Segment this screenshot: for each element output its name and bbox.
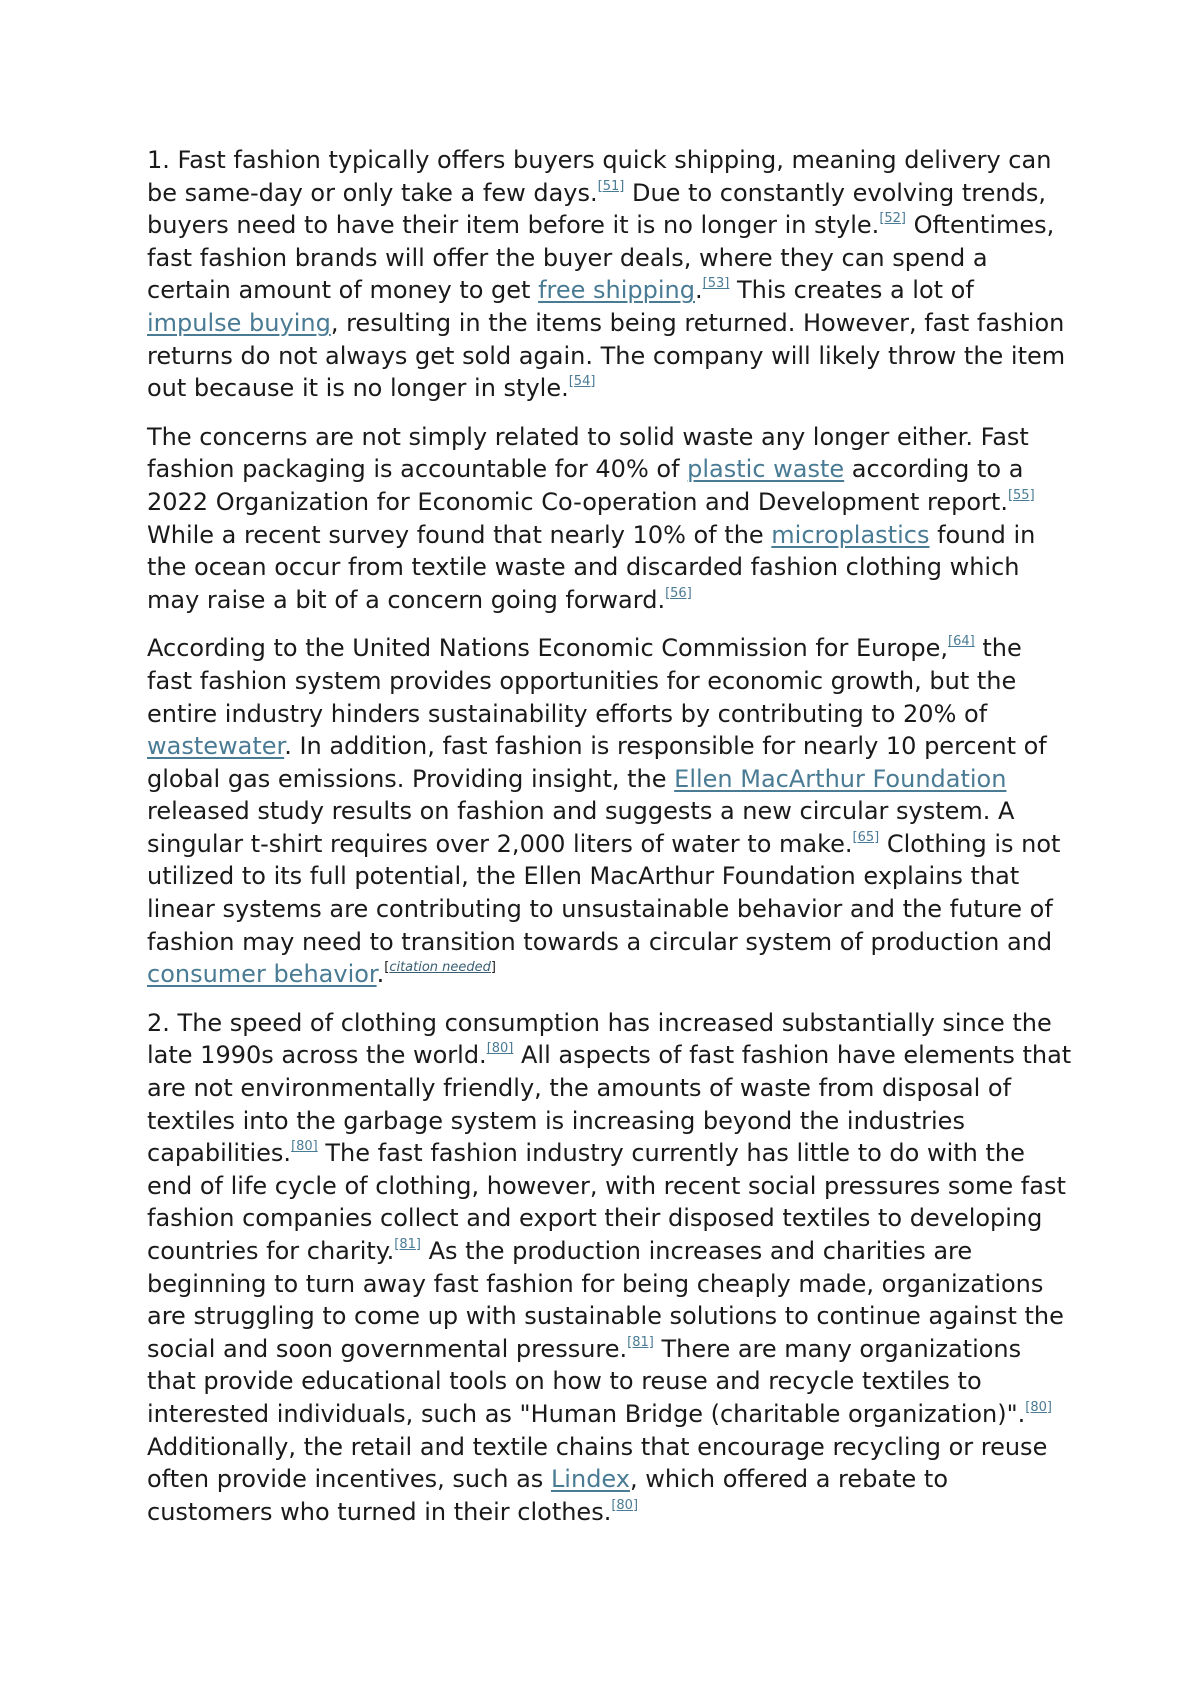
- link-ellen-macarthur-foundation[interactable]: Ellen MacArthur Foundation: [674, 764, 1007, 793]
- reference-superscript: [703, 276, 730, 291]
- citation-needed-tag: [384, 960, 496, 975]
- paragraph-text: There are many organizations that provide educational tools on how to reuse and recycle textiles to interested individuals, such as "Human Bridge (charitable organization)".: [147, 1334, 1026, 1428]
- reference-link[interactable]: [80]: [611, 1497, 639, 1513]
- paragraph-text: found in the ocean occur from textile waste and discarded fashion clothing which may raise a bit of a concern going forward.: [147, 520, 1036, 614]
- reference-link[interactable]: [53]: [702, 276, 730, 292]
- paragraph-text: . In addition, fast fashion is responsible for nearly 10 percent of global gas emissions. Providing insight, the: [147, 732, 1047, 793]
- reference-link[interactable]: [54]: [568, 374, 596, 390]
- reference-link[interactable]: [65]: [852, 829, 880, 845]
- paragraph-text: According to the United Nations Economic Commission for Europe,: [147, 634, 949, 663]
- link-plastic-waste[interactable]: plastic waste: [687, 455, 845, 484]
- article-paragraph: [147, 144, 1072, 405]
- reference-superscript: [291, 1139, 318, 1154]
- paragraph-text: Additionally, the retail and textile chains that encourage recycling or reuse often provide incentives, such as: [147, 1432, 1048, 1494]
- reference-superscript: [665, 586, 692, 601]
- reference-superscript: [879, 211, 906, 226]
- reference-superscript: [853, 830, 880, 845]
- paragraph-text: The fast fashion industry currently has little to do with the end of life cycle of clothing, however, with recent social pressures some fast fashion companies collect and export their disposed textiles to developing countries for charity.: [147, 1139, 1066, 1265]
- reference-superscript: [948, 634, 975, 649]
- reference-link[interactable]: [80]: [291, 1139, 318, 1155]
- reference-superscript: [598, 179, 625, 194]
- link-free-shipping[interactable]: free shipping: [538, 276, 695, 305]
- paragraph-text: As the production increases and charities are beginning to turn away fast fashion for being cheaply made, organizations are struggling to come up with sustainable solutions to continue against the social and soon governmental pressure.: [147, 1237, 1064, 1363]
- link-consumer-behavior[interactable]: consumer behavior: [147, 960, 377, 989]
- paragraph-text: 1. Fast fashion typically offers buyers quick shipping, meaning delivery can be same-day or only take a few days.: [147, 146, 1052, 207]
- paragraph-text: according to a 2022 Organization for Economic Co-operation and Development report.: [147, 455, 1024, 516]
- article-paragraph: [147, 632, 1072, 991]
- link-wastewater[interactable]: wastewater: [147, 732, 285, 761]
- article-body: [147, 144, 1072, 1544]
- reference-link[interactable]: [80]: [486, 1041, 514, 1057]
- paragraph-text: , which offered a rebate to customers who turned in their clothes.: [147, 1465, 949, 1526]
- reference-link[interactable]: [64]: [948, 634, 975, 650]
- reference-superscript: [611, 1498, 638, 1513]
- reference-superscript: [569, 374, 596, 389]
- paragraph-text: .: [695, 276, 703, 305]
- paragraph-text: 2. The speed of clothing consumption has increased substantially since the late 1990s across the world.: [147, 1008, 1052, 1070]
- paragraph-text: the fast fashion system provides opportunities for economic growth, but the entire industry hinders sustainability efforts by contributing to 20% of: [147, 634, 1022, 728]
- reference-link[interactable]: [80]: [1025, 1399, 1052, 1415]
- reference-superscript: [1025, 1400, 1052, 1415]
- paragraph-text: Due to constantly evolving trends, buyers need to have their item before it is no longer in style.: [147, 178, 1046, 240]
- paragraph-text: This creates a lot of: [729, 276, 974, 305]
- reference-superscript: [1008, 488, 1035, 503]
- link-impulse-buying[interactable]: impulse buying: [147, 308, 331, 337]
- reference-link[interactable]: [81]: [627, 1334, 654, 1350]
- reference-link[interactable]: [55]: [1007, 487, 1035, 503]
- reference-link[interactable]: [51]: [597, 178, 625, 194]
- reference-superscript: [487, 1041, 514, 1056]
- citation-needed-link[interactable]: citation needed: [389, 960, 491, 976]
- reference-superscript: [627, 1335, 654, 1350]
- article-paragraph: [147, 1007, 1072, 1529]
- paragraph-text: .: [376, 960, 385, 989]
- link-microplastics[interactable]: microplastics: [771, 520, 930, 549]
- paragraph-text: While a recent survey found that nearly 10% of the: [147, 520, 772, 549]
- paragraph-text: Clothing is not utilized to its full potential, the Ellen MacArthur Foundation explains that linear systems are contributing to unsustainable behavior and the future of fashion may need to transition towards a circular system of production and: [147, 829, 1061, 956]
- reference-link[interactable]: [56]: [665, 585, 692, 601]
- reference-link[interactable]: [81]: [394, 1237, 421, 1252]
- paragraph-text: released study results on fashion and suggests a new circular system. A singular t-shirt requires over 2,000 liters of water to make.: [147, 797, 1015, 858]
- link-lindex[interactable]: Lindex: [550, 1465, 630, 1494]
- reference-link[interactable]: [52]: [879, 211, 906, 227]
- reference-superscript: [394, 1237, 421, 1252]
- article-paragraph: [147, 421, 1072, 617]
- citation-bracket-close: ]: [490, 960, 496, 976]
- citation-bracket-open: [: [384, 960, 390, 976]
- paragraph-text: Oftentimes, fast fashion brands will offer the buyer deals, where they can spend a certain amount of money to get: [147, 211, 1055, 305]
- paragraph-text: , resulting in the items being returned. However, fast fashion returns do not always get sold again. The company will likely throw the item out because it is no longer in style.: [147, 308, 1066, 403]
- paragraph-text: The concerns are not simply related to solid waste any longer either. Fast fashion packaging is accountable for 40% of: [147, 422, 1029, 484]
- paragraph-text: All aspects of fast fashion have elements that are not environmentally friendly, the amounts of waste from disposal of textiles into the garbage system is increasing beyond the industries capabilities.: [147, 1041, 1072, 1168]
